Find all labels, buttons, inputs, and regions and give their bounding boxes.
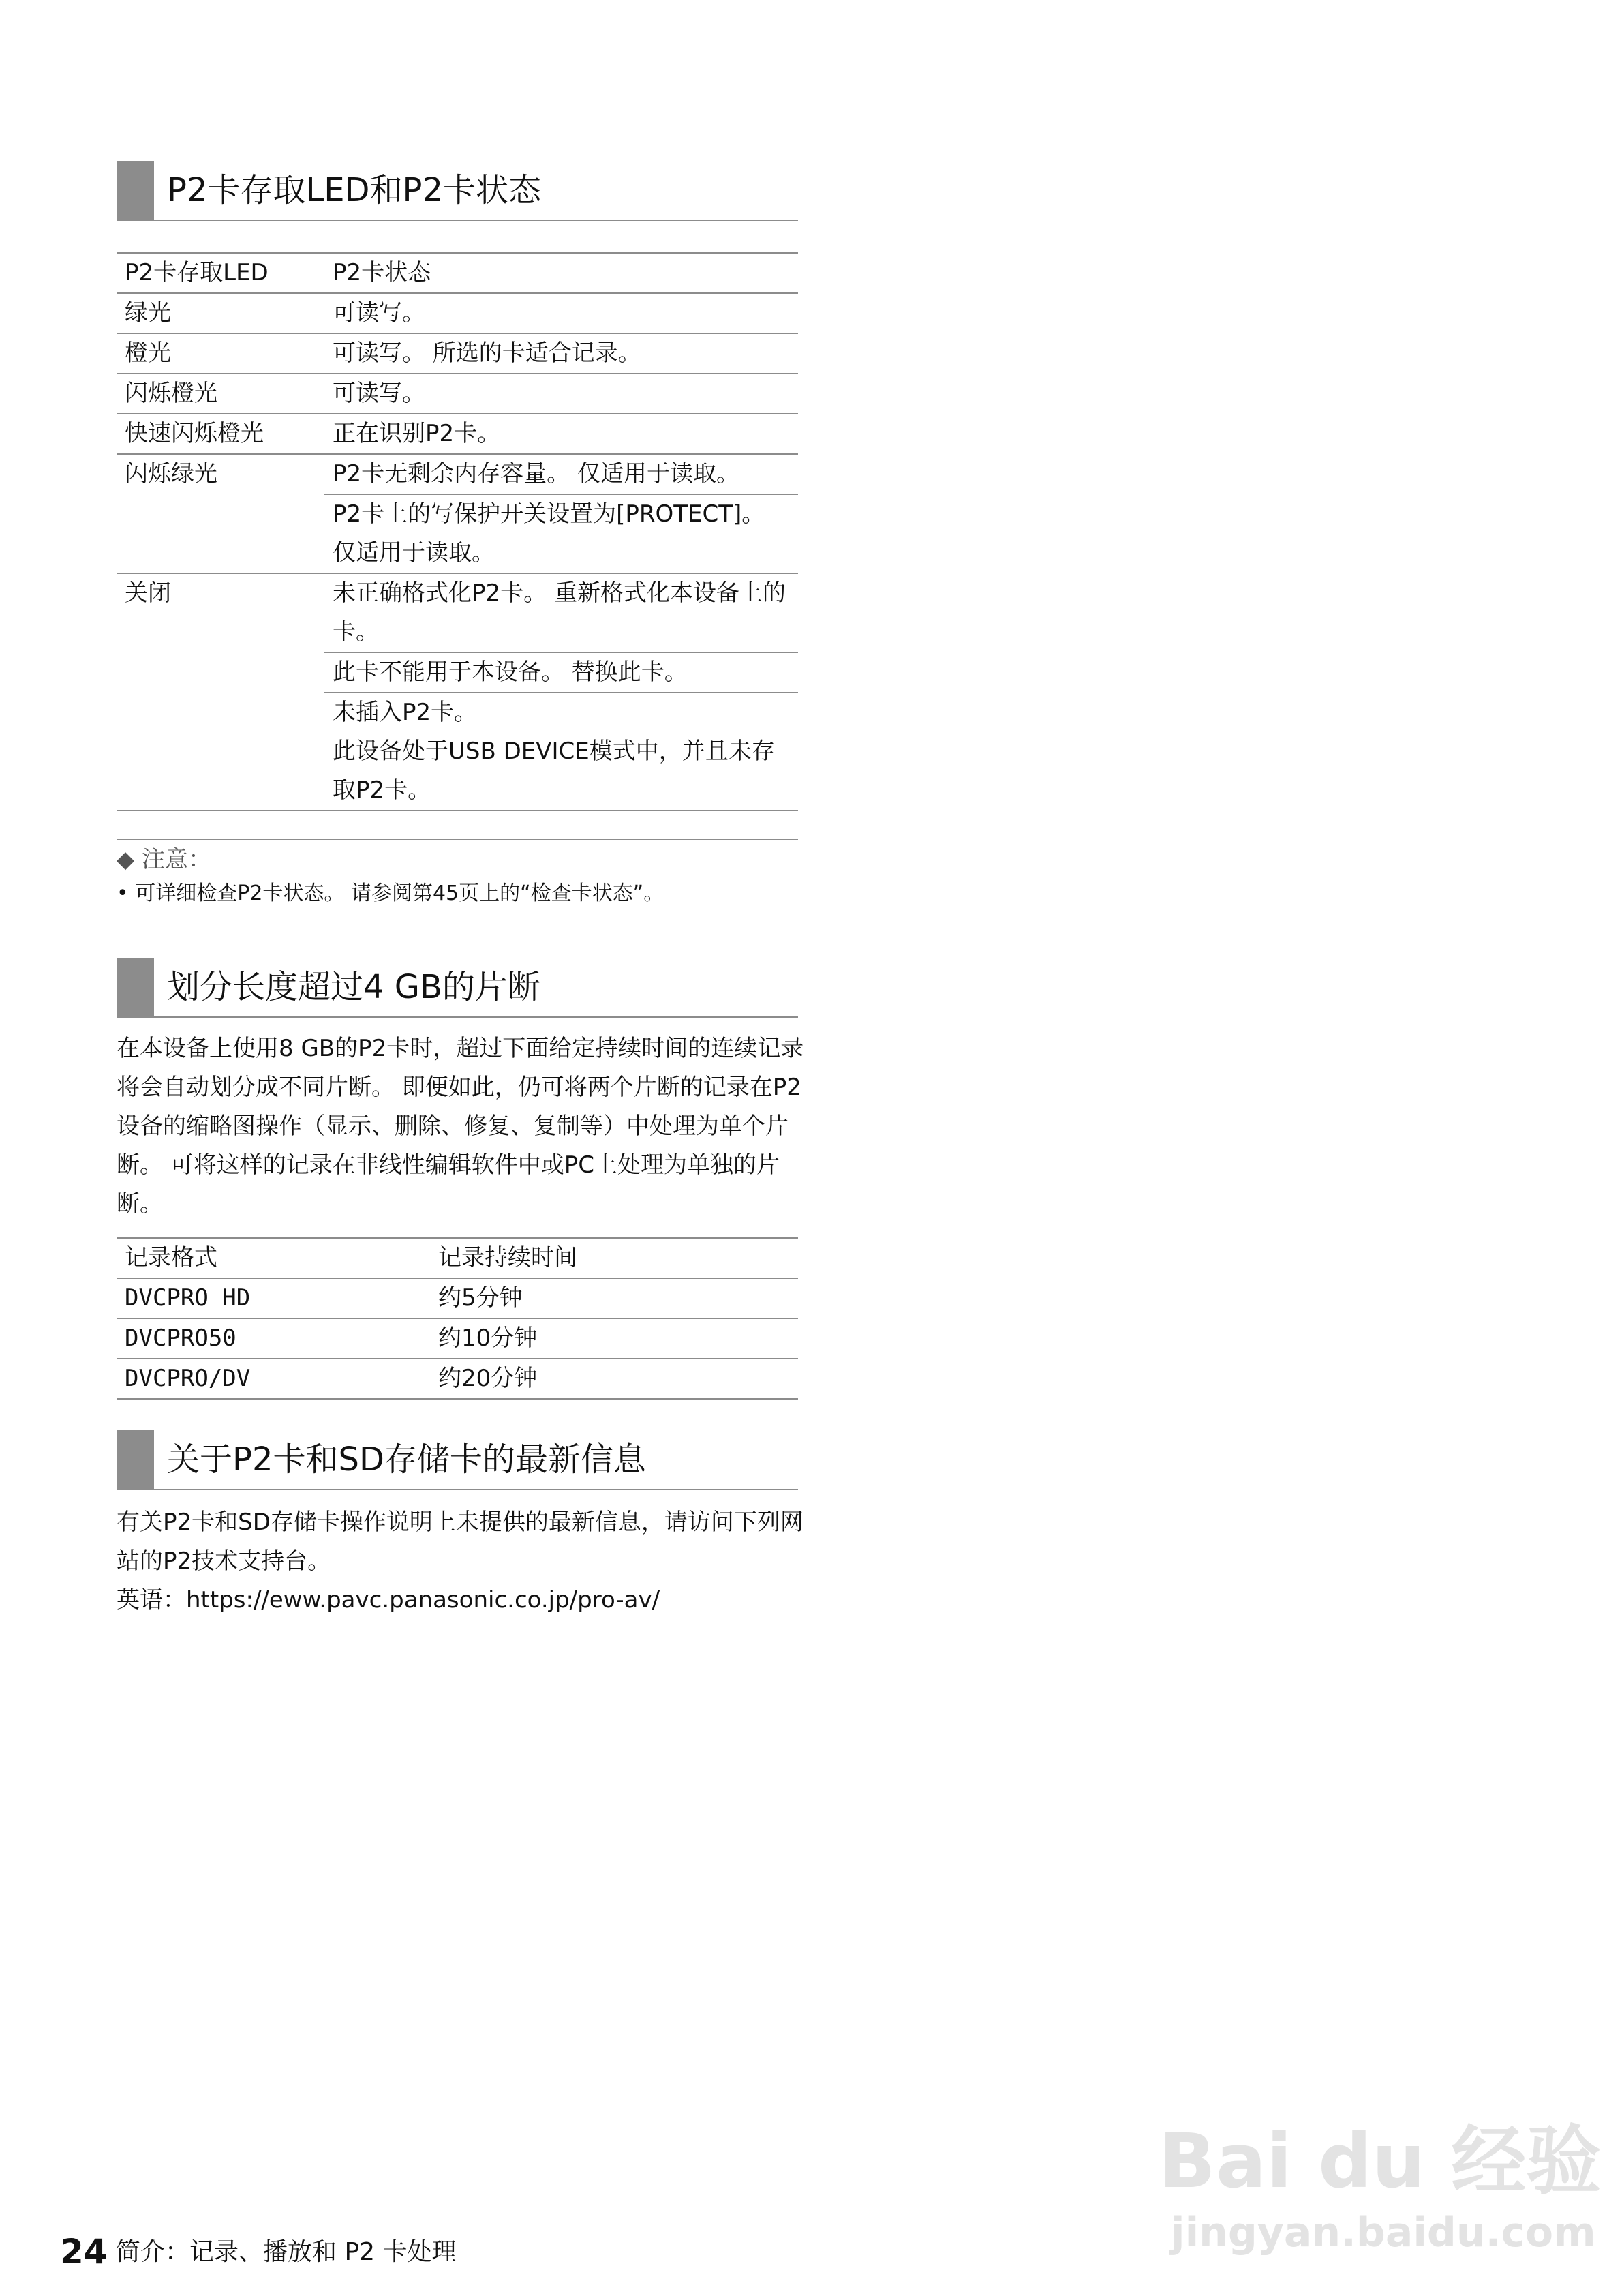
status-cell: 可读写。 所选的卡适合记录。: [324, 333, 798, 374]
recording-format-table: [117, 1239, 798, 1400]
heading-rule: [154, 1489, 798, 1490]
heading-text: 关于P2卡和SD存储卡的最新信息: [167, 1440, 646, 1479]
format-cell: DVCPRO/DV: [117, 1359, 430, 1399]
page-number: 24: [60, 2232, 108, 2271]
table-row: [117, 573, 798, 652]
note-rule: [117, 839, 798, 840]
heading-rule: [154, 220, 798, 221]
header-cell-duration: 记录持续时间: [430, 1239, 798, 1278]
split-clips-paragraph: 在本设备上使用8 GB的P2卡时，超过下面给定持续时间的连续记录将会自动划分成不同片断。 即便如此，仍可将两个片断的记录在P2设备的缩略图操作（显示、删除、修复、复制等）中处理为单个片断。 可将这样的记录在非线性编辑软件中或PC上处理为单独的片断。: [117, 1035, 804, 1218]
watermark-url: jingyan.baidu.com: [1171, 2209, 1596, 2256]
status-cell: 可读写。: [324, 293, 798, 333]
header-cell-status: P2卡状态: [324, 254, 798, 293]
led-cell: 关闭: [117, 573, 324, 811]
heading-text: P2卡存取LED和P2卡状态: [167, 171, 542, 209]
led-cell: 橙光: [117, 333, 324, 374]
led-status-table: [117, 254, 798, 811]
note-title: ◆ 注意：: [117, 846, 211, 873]
format-cell: DVCPRO50: [117, 1318, 430, 1359]
latest-info-paragraph: 有关P2卡和SD存储卡操作说明上未提供的最新信息，请访问下列网站的P2技术支持台。: [117, 1509, 804, 1575]
table-row: [117, 1359, 798, 1399]
led-status-table-wrap: [117, 222, 798, 911]
heading-bar: [117, 1430, 154, 1490]
watermark-logo: Bai du 经验: [1159, 2117, 1602, 2205]
format-cell: DVCPRO HD: [117, 1278, 430, 1318]
led-cell: 绿光: [117, 293, 324, 333]
table-header-row: [117, 1239, 798, 1278]
section2-body: [117, 1029, 805, 1400]
section3-body: [117, 1503, 805, 1620]
status-cell: 未插入P2卡。 此设备处于USB DEVICE模式中，并且未存取P2卡。: [324, 693, 798, 811]
status-cell: 此卡不能用于本设备。 替换此卡。: [324, 652, 798, 693]
status-cell: 可读写。: [324, 374, 798, 414]
led-cell: 闪烁绿光: [117, 454, 324, 573]
duration-cell: 约5分钟: [430, 1278, 798, 1318]
table-row: [117, 1318, 798, 1359]
heading-bar: [117, 161, 154, 221]
table-row: [117, 454, 798, 494]
heading-rule: [154, 1016, 798, 1018]
table-header-row: [117, 254, 798, 293]
led-cell: 快速闪烁橙光: [117, 414, 324, 454]
footer-chapter: 简介：记录、播放和 P2 卡处理: [116, 2238, 457, 2266]
status-cell: P2卡无剩余内存容量。 仅适用于读取。: [324, 454, 798, 494]
table-row: [117, 333, 798, 374]
status-cell: P2卡上的写保护开关设置为[PROTECT]。 仅适用于读取。: [324, 494, 798, 573]
status-cell: 正在识别P2卡。: [324, 414, 798, 454]
table-row: [117, 293, 798, 333]
header-cell-format: 记录格式: [117, 1239, 430, 1278]
duration-cell: 约20分钟: [430, 1359, 798, 1399]
table-row: [117, 374, 798, 414]
table-row: [117, 414, 798, 454]
support-url-line[interactable]: 英语：https://eww.pavc.panasonic.co.jp/pro-av/: [117, 1586, 660, 1614]
note-item: • 可详细检查P2卡状态。 请参阅第45页上的“检查卡状态”。: [117, 881, 664, 905]
status-cell: 未正确格式化P2卡。 重新格式化本设备上的卡。: [324, 573, 798, 652]
header-cell-led: P2卡存取LED: [117, 254, 324, 293]
table-row: [117, 1278, 798, 1318]
heading-bar: [117, 958, 154, 1018]
heading-text: 划分长度超过4 GB的片断: [167, 968, 540, 1006]
led-cell: 闪烁橙光: [117, 374, 324, 414]
duration-cell: 约10分钟: [430, 1318, 798, 1359]
